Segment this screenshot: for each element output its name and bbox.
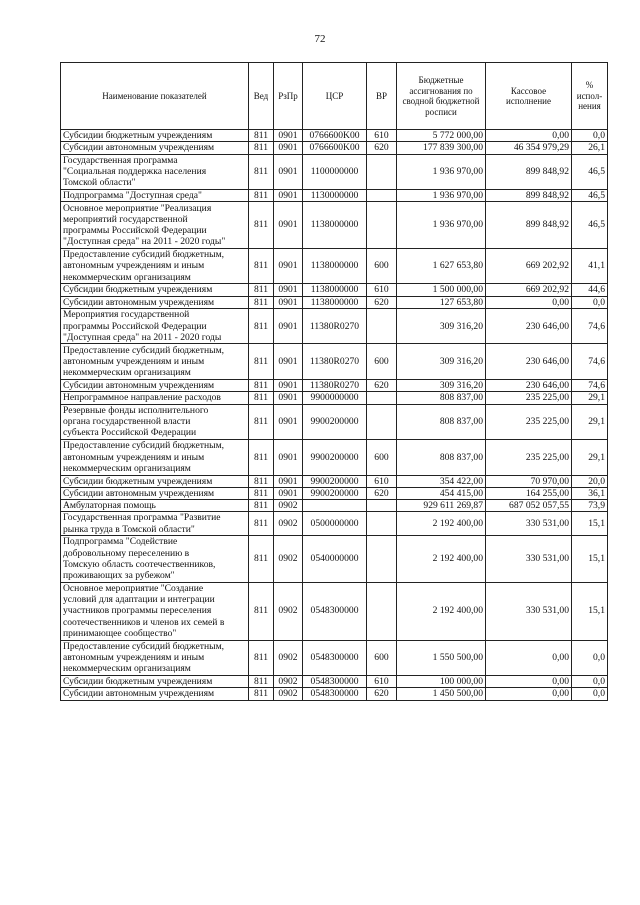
cell-name-line: Мероприятия государственной	[63, 309, 190, 321]
cell-cash: 0,00	[486, 130, 572, 142]
cell-name	[61, 487, 249, 499]
cell-pct: 15,1	[572, 536, 608, 583]
cell-csr: 1138000000	[303, 296, 367, 308]
cell-name-line: Субсидии бюджетным учреждениям	[63, 284, 213, 296]
cell-cash: 230 646,00	[486, 308, 572, 344]
cell-name-line: некоммерческим организациям	[63, 367, 191, 379]
page-number: 72	[314, 33, 326, 45]
cell-pct: 29,1	[572, 392, 608, 404]
cell-csr: 0548300000	[303, 676, 367, 688]
cell-name-line: Государственная программа	[63, 154, 178, 166]
cell-vr: 610	[367, 284, 397, 296]
cell-assign: 808 837,00	[397, 392, 486, 404]
header-vr: ВР	[367, 63, 397, 130]
cell-assign: 808 837,00	[397, 404, 486, 440]
cell-name-line: условий для адаптации и интеграции	[63, 594, 215, 606]
cell-name	[61, 142, 249, 154]
cell-name-line: Субсидии бюджетным учреждениям	[63, 130, 213, 141]
cell-vr: 600	[367, 640, 397, 676]
cell-csr: 9900200000	[303, 440, 367, 476]
cell-vr: 620	[367, 379, 397, 391]
cell-assign: 808 837,00	[397, 440, 486, 476]
cell-name	[61, 308, 249, 344]
cell-assign: 309 316,20	[397, 379, 486, 391]
cell-csr	[303, 500, 367, 512]
cell-rzpr: 0902	[274, 676, 303, 688]
cell-name	[61, 475, 249, 487]
cell-name-line: Предоставление субсидий бюджетным,	[63, 344, 225, 356]
cell-pct: 0,0	[572, 676, 608, 688]
header-rzpr: РзПр	[274, 63, 303, 130]
cell-rzpr: 0901	[274, 296, 303, 308]
cell-cash: 330 531,00	[486, 536, 572, 583]
cell-name	[61, 688, 249, 700]
cell-cash: 330 531,00	[486, 582, 572, 640]
cell-rzpr: 0902	[274, 500, 303, 512]
cell-name-line: Субсидии бюджетным учреждениям	[63, 676, 213, 688]
cell-cash: 899 848,92	[486, 202, 572, 249]
cell-csr: 0548300000	[303, 688, 367, 700]
cell-pct: 15,1	[572, 582, 608, 640]
cell-vr	[367, 582, 397, 640]
cell-csr: 0548300000	[303, 640, 367, 676]
cell-name	[61, 392, 249, 404]
cell-assign: 929 611 269,87	[397, 500, 486, 512]
cell-pct: 0,0	[572, 296, 608, 308]
cell-csr: 11380R0270	[303, 308, 367, 344]
cell-ved: 811	[249, 379, 274, 391]
budget-table	[60, 62, 608, 701]
cell-name	[61, 130, 249, 142]
cell-ved: 811	[249, 392, 274, 404]
cell-name-line: Субсидии автономным учреждениям	[63, 142, 215, 154]
cell-name-line: Предоставление субсидий бюджетным,	[63, 440, 225, 452]
cell-name-line: Подпрограмма "Содействие	[63, 536, 178, 548]
cell-name-line: "Доступная среда" на 2011 - 2020 годы	[63, 331, 222, 343]
cell-name-line: Субсидии автономным учреждениям	[63, 296, 215, 308]
cell-ved: 811	[249, 296, 274, 308]
cell-name	[61, 440, 249, 476]
cell-cash: 669 202,92	[486, 248, 572, 284]
cell-name-line: Непрограммное направление расходов	[63, 392, 221, 404]
cell-assign: 2 192 400,00	[397, 536, 486, 583]
cell-pct: 29,1	[572, 440, 608, 476]
cell-name-line: Предоставление субсидий бюджетным,	[63, 640, 225, 652]
cell-name-line: Субсидии автономным учреждениям	[63, 487, 215, 499]
table-row	[61, 404, 608, 440]
cell-name	[61, 248, 249, 284]
cell-name-line: "Доступная среда" на 2011 - 2020 годы"	[63, 236, 226, 248]
cell-pct: 46,5	[572, 190, 608, 202]
cell-assign: 309 316,20	[397, 344, 486, 380]
cell-vr	[367, 392, 397, 404]
cell-vr	[367, 500, 397, 512]
cell-name-line: программы Российской Федерации	[63, 225, 207, 237]
cell-name-line: некоммерческим организациям	[63, 271, 191, 283]
cell-pct: 15,1	[572, 512, 608, 536]
cell-ved: 811	[249, 248, 274, 284]
cell-vr: 600	[367, 248, 397, 284]
cell-assign: 177 839 300,00	[397, 142, 486, 154]
cell-csr: 1130000000	[303, 190, 367, 202]
cell-name-line: соотечественников и членов их семей в	[63, 616, 225, 628]
cell-name	[61, 202, 249, 249]
cell-vr: 620	[367, 487, 397, 499]
cell-ved: 811	[249, 640, 274, 676]
cell-rzpr: 0902	[274, 536, 303, 583]
cell-name-line: некоммерческим организациям	[63, 663, 191, 675]
cell-rzpr: 0902	[274, 512, 303, 536]
cell-rzpr: 0901	[274, 130, 303, 142]
cell-vr: 600	[367, 440, 397, 476]
cell-pct: 29,1	[572, 404, 608, 440]
table-row	[61, 536, 608, 583]
cell-name-line: мероприятий государственной	[63, 213, 188, 225]
table-row	[61, 154, 608, 190]
cell-csr: 9900200000	[303, 475, 367, 487]
cell-name-line: органа государственной власти	[63, 416, 191, 428]
table-body	[61, 130, 608, 701]
cell-name-line: проживающих за рубежом"	[63, 570, 175, 582]
cell-csr: 1138000000	[303, 248, 367, 284]
cell-ved: 811	[249, 475, 274, 487]
cell-vr: 610	[367, 676, 397, 688]
cell-vr: 620	[367, 688, 397, 700]
cell-pct: 74,6	[572, 379, 608, 391]
cell-name-line: участников программы переселения	[63, 605, 212, 617]
cell-ved: 811	[249, 344, 274, 380]
cell-name	[61, 640, 249, 676]
table-row	[61, 582, 608, 640]
cell-csr: 9900000000	[303, 392, 367, 404]
cell-name	[61, 284, 249, 296]
cell-ved: 811	[249, 154, 274, 190]
cell-cash: 164 255,00	[486, 487, 572, 499]
cell-vr: 610	[367, 130, 397, 142]
table-row	[61, 142, 608, 154]
cell-vr: 600	[367, 344, 397, 380]
cell-pct: 0,0	[572, 130, 608, 142]
cell-rzpr: 0901	[274, 404, 303, 440]
table-row	[61, 392, 608, 404]
table-row	[61, 500, 608, 512]
cell-vr	[367, 202, 397, 249]
cell-ved: 811	[249, 500, 274, 512]
cell-ved: 811	[249, 142, 274, 154]
cell-rzpr: 0901	[274, 379, 303, 391]
cell-vr	[367, 404, 397, 440]
cell-csr: 0766600K00	[303, 130, 367, 142]
cell-cash: 230 646,00	[486, 379, 572, 391]
cell-name-line: добровольному переселению в	[63, 547, 190, 559]
cell-pct: 46,5	[572, 154, 608, 190]
header-assignments: Бюджетные ассигнования по сводной бюджетной росписи	[397, 63, 486, 130]
cell-rzpr: 0901	[274, 392, 303, 404]
cell-name-line: некоммерческим организациям	[63, 462, 191, 474]
cell-assign: 1 936 970,00	[397, 202, 486, 249]
cell-name-line: Основное мероприятие "Создание	[63, 582, 204, 594]
table-row	[61, 344, 608, 380]
cell-name-line: автономным учреждениям и иным	[63, 451, 205, 463]
table-row	[61, 440, 608, 476]
cell-ved: 811	[249, 440, 274, 476]
table-row	[61, 688, 608, 700]
cell-vr	[367, 536, 397, 583]
cell-pct: 44,6	[572, 284, 608, 296]
cell-name-line: Подпрограмма "Доступная среда"	[63, 190, 202, 202]
cell-name-line: Предоставление субсидий бюджетным,	[63, 249, 225, 261]
cell-assign: 1 936 970,00	[397, 154, 486, 190]
cell-cash: 46 354 979,29	[486, 142, 572, 154]
cell-name	[61, 154, 249, 190]
cell-cash: 0,00	[486, 640, 572, 676]
cell-pct: 26,1	[572, 142, 608, 154]
cell-csr: 0766600K00	[303, 142, 367, 154]
cell-rzpr: 0901	[274, 475, 303, 487]
cell-assign: 100 000,00	[397, 676, 486, 688]
cell-assign: 1 936 970,00	[397, 190, 486, 202]
table-row	[61, 308, 608, 344]
cell-csr: 0540000000	[303, 536, 367, 583]
cell-cash: 0,00	[486, 688, 572, 700]
cell-assign: 309 316,20	[397, 308, 486, 344]
cell-rzpr: 0901	[274, 154, 303, 190]
cell-assign: 2 192 400,00	[397, 582, 486, 640]
cell-name-line: автономным учреждениям и иным	[63, 652, 205, 664]
cell-csr: 9900200000	[303, 487, 367, 499]
cell-cash: 899 848,92	[486, 154, 572, 190]
cell-cash: 899 848,92	[486, 190, 572, 202]
cell-ved: 811	[249, 536, 274, 583]
header-percent: % испол-нения	[572, 63, 608, 130]
cell-cash: 235 225,00	[486, 440, 572, 476]
cell-assign: 1 500 000,00	[397, 284, 486, 296]
cell-pct: 74,6	[572, 308, 608, 344]
cell-rzpr: 0902	[274, 640, 303, 676]
cell-cash: 230 646,00	[486, 344, 572, 380]
cell-ved: 811	[249, 487, 274, 499]
cell-csr: 9900200000	[303, 404, 367, 440]
cell-rzpr: 0901	[274, 308, 303, 344]
cell-rzpr: 0901	[274, 202, 303, 249]
cell-pct: 20,0	[572, 475, 608, 487]
cell-vr	[367, 512, 397, 536]
cell-rzpr: 0901	[274, 487, 303, 499]
cell-rzpr: 0902	[274, 688, 303, 700]
cell-rzpr: 0901	[274, 284, 303, 296]
cell-pct: 46,5	[572, 202, 608, 249]
table-row	[61, 284, 608, 296]
cell-name-line: Амбулаторная помощь	[63, 500, 156, 512]
cell-name	[61, 536, 249, 583]
cell-vr: 620	[367, 296, 397, 308]
cell-assign: 1 550 500,00	[397, 640, 486, 676]
cell-name-line: Основное мероприятие "Реализация	[63, 202, 212, 214]
cell-ved: 811	[249, 308, 274, 344]
table-row	[61, 487, 608, 499]
cell-assign: 127 653,80	[397, 296, 486, 308]
cell-ved: 811	[249, 202, 274, 249]
cell-name	[61, 344, 249, 380]
cell-vr	[367, 190, 397, 202]
table-row	[61, 202, 608, 249]
cell-rzpr: 0901	[274, 142, 303, 154]
header-csr: ЦСР	[303, 63, 367, 130]
cell-csr: 0500000000	[303, 512, 367, 536]
cell-rzpr: 0901	[274, 440, 303, 476]
table-row	[61, 475, 608, 487]
cell-cash: 0,00	[486, 296, 572, 308]
cell-csr: 11380R0270	[303, 379, 367, 391]
cell-pct: 73,9	[572, 500, 608, 512]
cell-name-line: программы Российской Федерации	[63, 320, 207, 332]
cell-ved: 811	[249, 582, 274, 640]
cell-name	[61, 582, 249, 640]
cell-name-line: автономным учреждениям и иным	[63, 260, 205, 272]
cell-pct: 0,0	[572, 640, 608, 676]
cell-cash: 0,00	[486, 676, 572, 688]
cell-vr	[367, 154, 397, 190]
header-name: Наименование показателей	[61, 63, 249, 130]
cell-csr: 11380R0270	[303, 344, 367, 380]
cell-rzpr: 0901	[274, 248, 303, 284]
cell-name-line: субъекта Российской Федерации	[63, 427, 197, 439]
cell-name	[61, 404, 249, 440]
cell-vr	[367, 308, 397, 344]
cell-assign: 2 192 400,00	[397, 512, 486, 536]
cell-pct: 0,0	[572, 688, 608, 700]
cell-pct: 41,1	[572, 248, 608, 284]
cell-cash: 687 052 057,55	[486, 500, 572, 512]
cell-name-line: Субсидии бюджетным учреждениям	[63, 475, 213, 487]
header-ved: Вед	[249, 63, 274, 130]
cell-name	[61, 676, 249, 688]
cell-name-line: Резервные фонды исполнительного	[63, 404, 209, 416]
cell-cash: 70 970,00	[486, 475, 572, 487]
cell-cash: 330 531,00	[486, 512, 572, 536]
cell-csr: 1100000000	[303, 154, 367, 190]
cell-rzpr: 0902	[274, 582, 303, 640]
cell-cash: 235 225,00	[486, 404, 572, 440]
cell-name-line: Субсидии автономным учреждениям	[63, 379, 215, 391]
table-row	[61, 190, 608, 202]
cell-ved: 811	[249, 676, 274, 688]
cell-name-line: Томскую область соотечественников,	[63, 558, 216, 570]
cell-cash: 235 225,00	[486, 392, 572, 404]
cell-ved: 811	[249, 190, 274, 202]
table-row	[61, 512, 608, 536]
cell-assign: 354 422,00	[397, 475, 486, 487]
cell-name	[61, 190, 249, 202]
cell-assign: 1 450 500,00	[397, 688, 486, 700]
cell-rzpr: 0901	[274, 190, 303, 202]
table-row	[61, 379, 608, 391]
cell-name-line: Субсидии автономным учреждениям	[63, 688, 215, 700]
cell-pct: 74,6	[572, 344, 608, 380]
cell-pct: 36,1	[572, 487, 608, 499]
cell-assign: 454 415,00	[397, 487, 486, 499]
table-row	[61, 640, 608, 676]
cell-name-line: Государственная программа "Развитие	[63, 512, 221, 524]
cell-name-line: рынка труда в Томской области"	[63, 523, 195, 535]
cell-csr: 0548300000	[303, 582, 367, 640]
cell-name-line: "Социальная поддержка населения	[63, 166, 207, 178]
cell-rzpr: 0901	[274, 344, 303, 380]
cell-assign: 1 627 653,80	[397, 248, 486, 284]
cell-csr: 1138000000	[303, 284, 367, 296]
cell-name-line: автономным учреждениям и иным	[63, 356, 205, 368]
table-row	[61, 676, 608, 688]
table-row	[61, 296, 608, 308]
cell-ved: 811	[249, 404, 274, 440]
cell-csr: 1138000000	[303, 202, 367, 249]
cell-vr: 620	[367, 142, 397, 154]
cell-ved: 811	[249, 688, 274, 700]
header-cash: Кассовое исполнение	[486, 63, 572, 130]
table-row	[61, 130, 608, 142]
cell-name	[61, 512, 249, 536]
table-header-row	[61, 63, 608, 130]
table-row	[61, 248, 608, 284]
cell-name	[61, 500, 249, 512]
cell-ved: 811	[249, 284, 274, 296]
cell-name-line: принимающее сообщество"	[63, 628, 177, 639]
cell-name	[61, 296, 249, 308]
cell-cash: 669 202,92	[486, 284, 572, 296]
cell-ved: 811	[249, 512, 274, 536]
cell-ved: 811	[249, 130, 274, 142]
cell-vr: 610	[367, 475, 397, 487]
cell-name-line: Томской области"	[63, 177, 136, 189]
cell-name	[61, 379, 249, 391]
cell-assign: 5 772 000,00	[397, 130, 486, 142]
